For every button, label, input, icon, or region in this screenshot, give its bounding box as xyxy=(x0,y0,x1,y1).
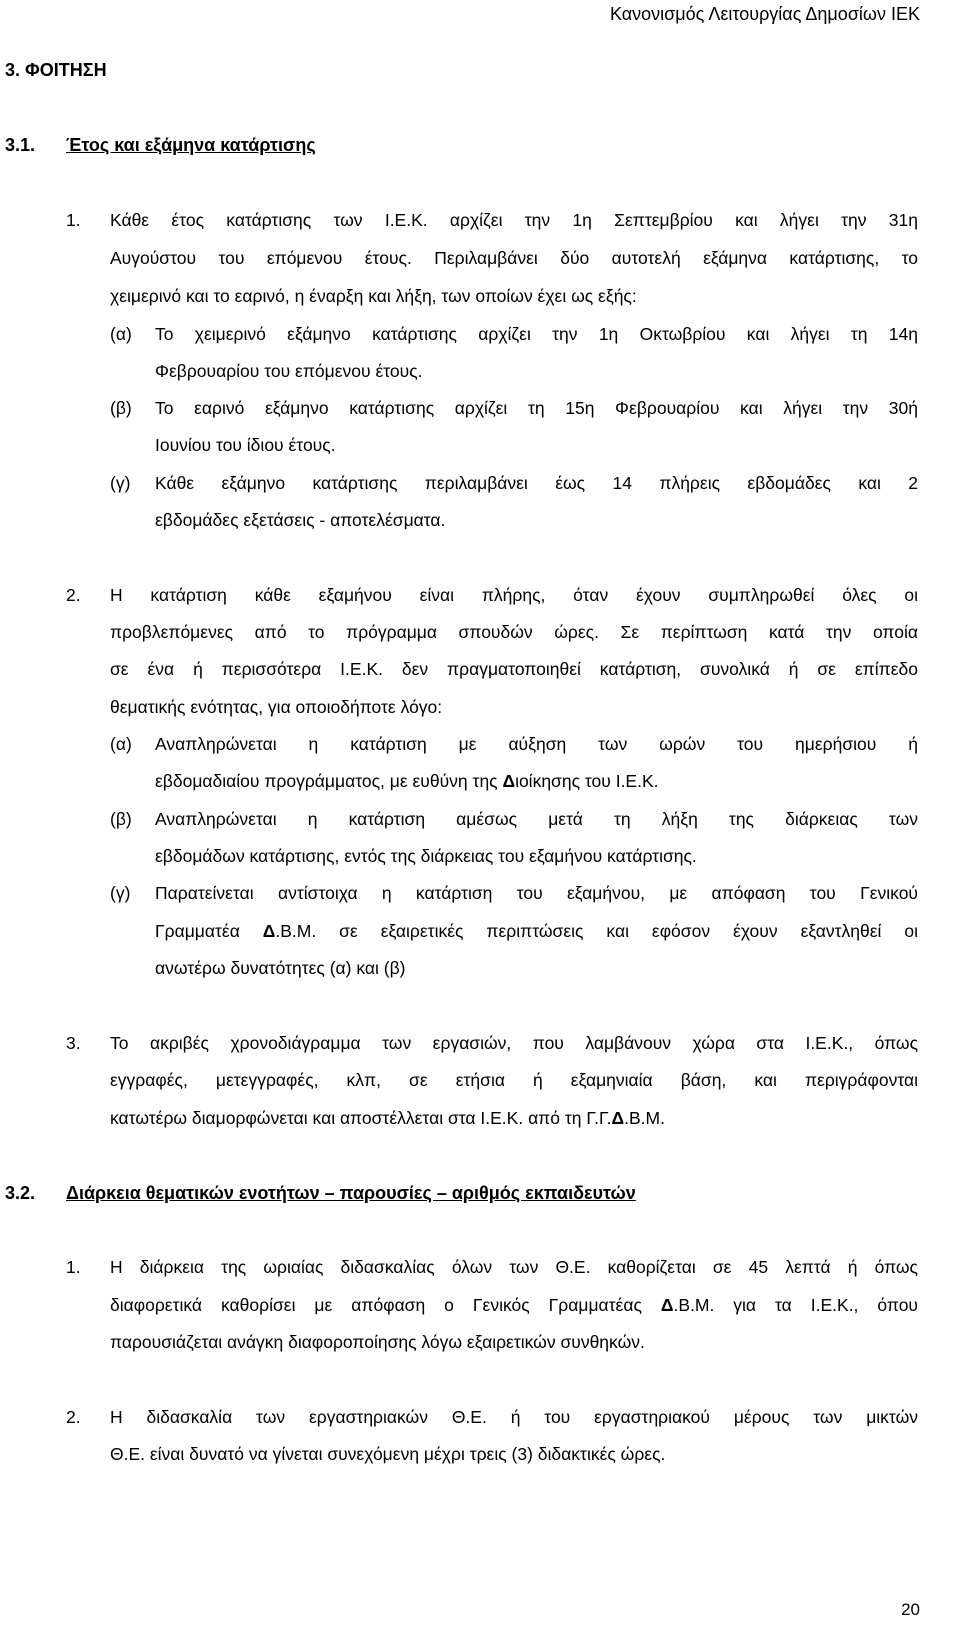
bold-letter: Δ xyxy=(262,921,276,941)
paragraph-line: Η κατάρτιση κάθε εξαμήνου είναι πλήρης, όταν έχουν συμπληρωθεί όλες οι xyxy=(110,585,918,605)
list-item-line: Ιουνίου του ίδιου έτους. xyxy=(155,435,336,455)
text-run: .Β.Μ. xyxy=(624,1108,665,1128)
text-run: εβδομαδιαίου προγράμματος, με ευθύνη της xyxy=(155,771,503,791)
list-item-line: Παρατείνεται αντίστοιχα η κατάρτιση του εξαμήνου, με απόφαση του Γενικού xyxy=(155,883,918,903)
list-marker: (β) xyxy=(110,398,132,418)
list-marker: (γ) xyxy=(110,883,131,903)
bold-letter: Δ xyxy=(611,1108,625,1128)
paragraph-number: 3. xyxy=(66,1033,81,1053)
bold-letter: Δ xyxy=(502,771,516,791)
paragraph-line: Η διάρκεια της ωριαίας διδασκαλίας όλων των Θ.Ε. καθορίζεται σε 45 λεπτά ή όπως xyxy=(110,1257,918,1277)
text-run: .Β.Μ. σε εξαιρετικές περιπτώσεις και εφόσον έχουν εξαντληθεί οι xyxy=(275,921,918,941)
paragraph-line: Κάθε έτος κατάρτισης των Ι.Ε.Κ. αρχίζει την 1η Σεπτεμβρίου και λήγει την 31η xyxy=(110,210,918,230)
text-run: διαφορετικά καθορίσει με απόφαση ο Γενικός Γραμματέας xyxy=(110,1295,661,1315)
text-run: Γραμματέα xyxy=(155,921,263,941)
paragraph-line xyxy=(110,1108,665,1129)
text-run: ιοίκησης του Ι.Ε.Κ. xyxy=(515,771,659,791)
paragraph-line: Η διδασκαλία των εργαστηριακών Θ.Ε. ή του εργαστηριακού μέρους των μικτών xyxy=(110,1407,918,1427)
list-item-line: Αναπληρώνεται η κατάρτιση αμέσως μετά τη λήξη της διάρκειας των xyxy=(155,809,918,829)
page-number: 20 xyxy=(901,1600,920,1619)
paragraph-line: Το ακριβές χρονοδιάγραμμα των εργασιών, που λαμβάνουν χώρα στα Ι.Ε.Κ., όπως xyxy=(110,1033,918,1053)
paragraph-number: 1. xyxy=(66,1257,81,1277)
list-marker: (β) xyxy=(110,809,132,829)
list-marker: (γ) xyxy=(110,473,131,493)
list-item-line: Φεβρουαρίου του επόμενου έτους. xyxy=(155,361,423,381)
section-title: 3. ΦΟΙΤΗΣΗ xyxy=(5,60,107,80)
list-item-line xyxy=(155,771,659,792)
paragraph-line: παρουσιάζεται ανάγκη διαφοροποίησης λόγω εξαιρετικών συνθηκών. xyxy=(110,1332,645,1352)
paragraph-line: προβλεπόμενες από το πρόγραμμα σπουδών ώρες. Σε περίπτωση κατά την οποία xyxy=(110,622,918,642)
text-run: κατωτέρω διαμορφώνεται και αποστέλλεται στα Ι.Ε.Κ. από τη Γ.Γ. xyxy=(110,1108,612,1128)
list-item-line: εβδομάδες εξετάσεις - αποτελέσματα. xyxy=(155,510,446,530)
text-run: .Β.Μ. για τα Ι.Ε.Κ., όπου xyxy=(673,1295,919,1315)
paragraph-line xyxy=(110,1295,918,1316)
paragraph-line: εγγραφές, μετεγγραφές, κλπ, σε ετήσια ή εξαμηνιαία βάση, και περιγράφονται xyxy=(110,1070,918,1090)
list-marker: (α) xyxy=(110,324,132,344)
list-item-line: Κάθε εξάμηνο κατάρτισης περιλαμβάνει έως 14 πλήρεις εβδομάδες και 2 xyxy=(155,473,918,493)
list-item-line: Το εαρινό εξάμηνο κατάρτισης αρχίζει τη 15η Φεβρουαρίου και λήγει την 30ή xyxy=(155,398,918,418)
running-header: Κανονισμός Λειτουργίας Δημοσίων ΙΕΚ xyxy=(609,4,920,24)
list-item-line: εβδομάδων κατάρτισης, εντός της διάρκειας του εξαμήνου κατάρτισης. xyxy=(155,846,697,866)
subsection-number: 3.1. xyxy=(5,135,36,155)
paragraph-line: θεματικής ενότητας, για οποιοδήποτε λόγο: xyxy=(110,697,443,717)
paragraph-number: 2. xyxy=(66,585,81,605)
paragraph-number: 2. xyxy=(66,1407,81,1427)
bold-letter: Δ xyxy=(660,1295,674,1315)
paragraph-number: 1. xyxy=(66,210,81,230)
list-item-line: Το χειμερινό εξάμηνο κατάρτισης αρχίζει την 1η Οκτωβρίου και λήγει τη 14η xyxy=(155,324,918,344)
paragraph-line: Αυγούστου του επόμενου έτους. Περιλαμβάνει δύο αυτοτελή εξάμηνα κατάρτισης, το xyxy=(110,248,918,268)
list-item-line xyxy=(155,921,918,942)
paragraph-line: σε ένα ή περισσότερα Ι.Ε.Κ. δεν πραγματοποιηθεί κατάρτιση, συνολικά ή σε επίπεδο xyxy=(110,659,918,679)
paragraph-line: Θ.Ε. είναι δυνατό να γίνεται συνεχόμενη μέχρι τρεις (3) διδακτικές ώρες. xyxy=(110,1444,666,1464)
list-item-line: ανωτέρω δυνατότητες (α) και (β) xyxy=(155,958,406,978)
subsection-number: 3.2. xyxy=(5,1183,36,1203)
subsection-title: Έτος και εξάμηνα κατάρτισης xyxy=(66,135,316,155)
list-item-line: Αναπληρώνεται η κατάρτιση με αύξηση των ωρών του ημερήσιου ή xyxy=(155,734,918,754)
paragraph-line: χειμερινό και το εαρινό, η έναρξη και λήξη, των οποίων έχει ως εξής: xyxy=(110,286,637,306)
subsection-title: Διάρκεια θεματικών ενοτήτων – παρουσίες – αριθμός εκπαιδευτών xyxy=(66,1183,636,1203)
list-marker: (α) xyxy=(110,734,132,754)
